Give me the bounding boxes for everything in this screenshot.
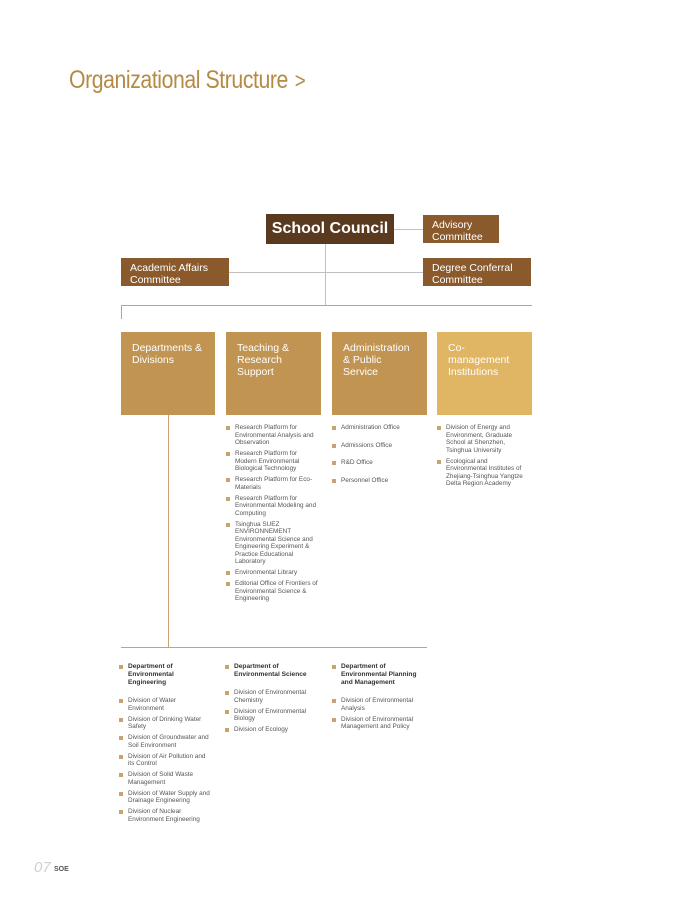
list-item: Editorial Office of Frontiers of Environmental Science & Engineering	[226, 580, 318, 603]
list-item: Research Platform for Environmental Analysis and Observation	[226, 424, 318, 447]
departments-vertical-connector	[168, 415, 169, 648]
footer-label: SOE	[54, 866, 69, 873]
comanagement-list	[437, 424, 529, 491]
administration-list	[332, 424, 424, 494]
list-item: Division of Water Environment	[119, 697, 211, 712]
category-departments-divisions	[121, 332, 215, 415]
list-item: Administration Office	[332, 424, 424, 432]
department-environmental-engineering	[119, 663, 211, 827]
category-administration-public-service	[332, 332, 427, 415]
department-heading: Department of Environmental Engineering	[119, 663, 211, 687]
council-advisory-connector	[394, 229, 423, 230]
degree-conferral-committee-box	[423, 258, 531, 286]
council-vertical-connector	[325, 244, 326, 305]
department-environmental-planning-management	[332, 663, 424, 734]
page-title	[69, 66, 305, 95]
list-item: Admissions Office	[332, 442, 424, 450]
school-council-box	[266, 214, 394, 244]
list-item: R&D Office	[332, 459, 424, 467]
division-list	[119, 697, 211, 823]
list-item: Personnel Office	[332, 477, 424, 485]
degree-conferral-committee-label: Degree Conferral Committee	[432, 262, 513, 286]
list-item: Division of Environmental Management and Policy	[332, 716, 424, 731]
list-item: Research Platform for Modern Environmental Biological Technology	[226, 450, 318, 473]
list-item: Environmental Library	[226, 569, 318, 577]
departments-horizontal-connector	[121, 647, 427, 648]
chevron-right-icon[interactable]: >	[294, 68, 306, 93]
school-council-label: School Council	[271, 220, 389, 237]
list-item: Research Platform for Environmental Modeling and Computing	[226, 495, 318, 518]
category-comanagement-institutions	[437, 332, 532, 415]
advisory-committee-box	[423, 215, 499, 243]
category-teaching-research-support	[226, 332, 321, 415]
list-item: Division of Environmental Biology	[225, 708, 317, 723]
category-left-tick	[121, 305, 122, 319]
list-item: Division of Environmental Analysis	[332, 697, 424, 712]
list-item: Division of Environmental Chemistry	[225, 689, 317, 704]
list-item: Division of Ecology	[225, 726, 317, 734]
department-environmental-science	[225, 663, 317, 737]
department-heading: Department of Environmental Planning and Management	[332, 663, 424, 687]
division-list	[332, 697, 424, 731]
page-number: 07	[34, 859, 51, 876]
teaching-research-list	[226, 424, 318, 606]
category-label: Teaching & Research Support	[237, 342, 289, 378]
committee-horizontal-connector	[229, 272, 423, 273]
list-item: Tsinghua SUEZ ENVIRONNEMENT Environmental Science and Engineering Experiment & Practice Educational Laboratory	[226, 521, 318, 566]
list-item: Division of Air Pollution and its Control	[119, 753, 211, 768]
list-item: Division of Solid Waste Management	[119, 771, 211, 786]
list-item: Division of Drinking Water Safety	[119, 716, 211, 731]
list-item: Division of Water Supply and Drainage Engineering	[119, 790, 211, 805]
category-label: Administration & Public Service	[343, 342, 410, 378]
list-item: Research Platform for Eco-Materials	[226, 476, 318, 491]
academic-affairs-committee-label: Academic Affairs Committee	[130, 262, 209, 286]
department-heading: Department of Environmental Science	[225, 663, 317, 679]
list-item: Ecological and Environmental Institutes of Zhejiang-Tsinghua Yangtze Delta Region Academy	[437, 458, 529, 488]
list-item: Division of Groundwater and Soil Environment	[119, 734, 211, 749]
division-list	[225, 689, 317, 734]
category-label: Departments & Divisions	[132, 342, 203, 366]
list-item: Division of Nuclear Environment Engineering	[119, 808, 211, 823]
page-title-text: Organizational Structure	[69, 66, 288, 94]
advisory-committee-label: Advisory Committee	[432, 219, 483, 243]
academic-affairs-committee-box	[121, 258, 229, 286]
category-label: Co-management Institutions	[448, 342, 510, 378]
category-horizontal-connector	[121, 305, 532, 306]
list-item: Division of Energy and Environment, Graduate School at Shenzhen, Tsinghua University	[437, 424, 529, 454]
